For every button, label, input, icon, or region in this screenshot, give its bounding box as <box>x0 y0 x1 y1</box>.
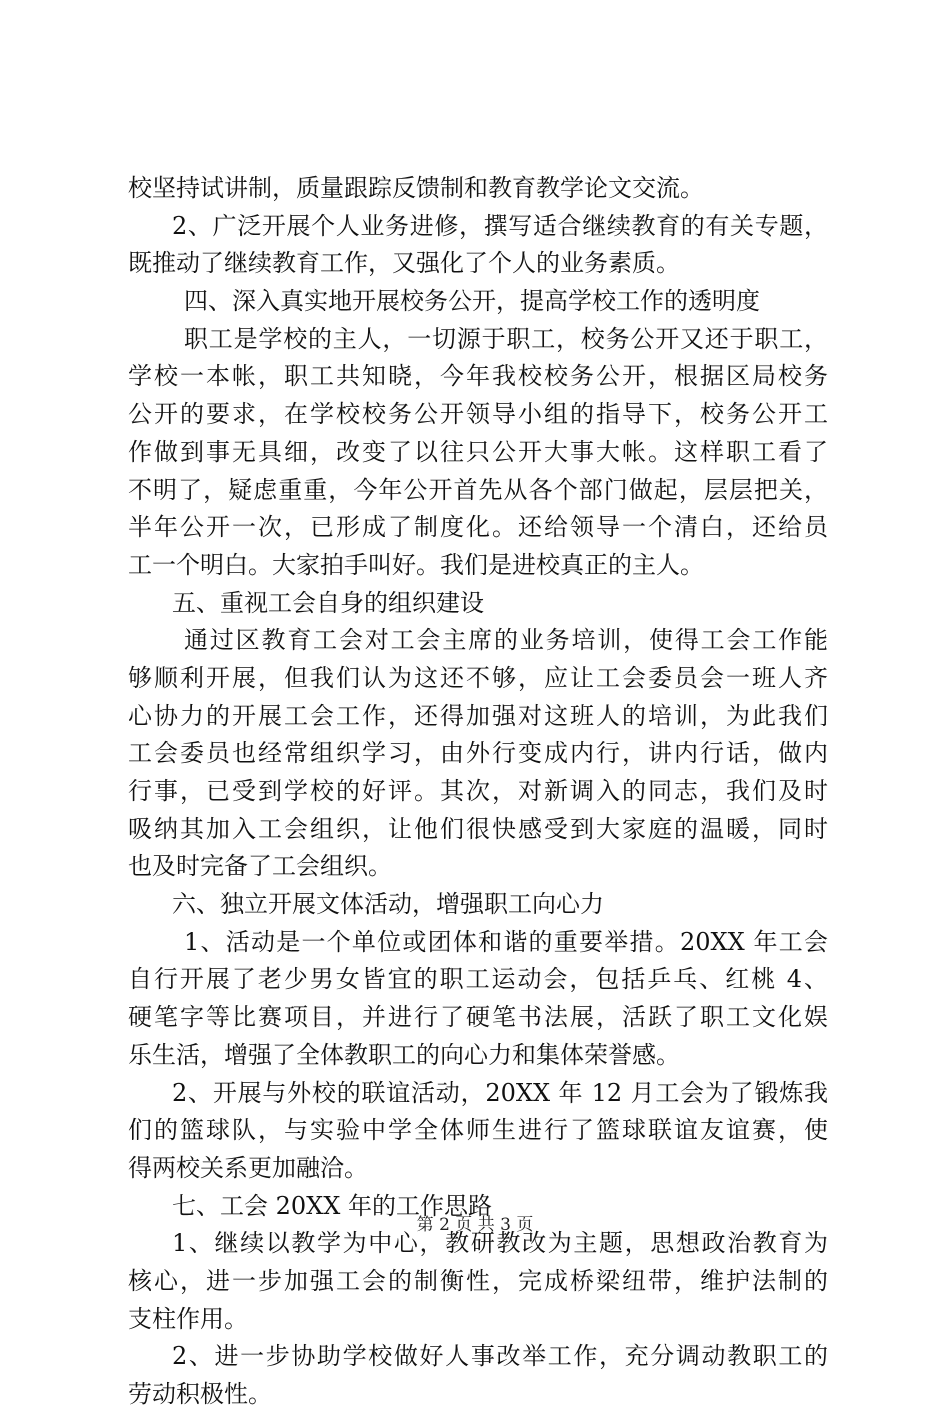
page-number-footer: 第 2 页 共 3 页 <box>416 1215 534 1235</box>
text-line: 2、开展与外校的联谊活动，20XX 年 12 月工会为了锻炼我 <box>172 1078 828 1107</box>
text-line: 乐生活，增强了全体教职工的向心力和集体荣誉感。 <box>128 1040 680 1069</box>
text-line: 1、活动是一个单位或团体和谐的重要举措。20XX 年工会 <box>184 927 828 956</box>
text-line: 学校一本帐，职工共知晓，今年我校校务公开，根据区局校务 <box>128 362 828 391</box>
text-line: 支柱作用。 <box>128 1304 248 1333</box>
text-line: 也及时完备了工会组织。 <box>128 852 392 881</box>
text-line: 工一个明白。大家拍手叫好。我们是进校真正的主人。 <box>128 550 704 579</box>
text-line: 公开的要求，在学校校务公开领导小组的指导下，校务公开工 <box>128 400 828 429</box>
text-line: 们的篮球队，与实验中学全体师生进行了篮球联谊友谊赛，使 <box>128 1116 828 1145</box>
text-line: 硬笔字等比赛项目，并进行了硬笔书法展，活跃了职工文化娱 <box>128 1003 828 1032</box>
section-heading: 七、工会 20XX 年的工作思路 <box>172 1191 492 1220</box>
text-line: 半年公开一次，已形成了制度化。还给领导一个清白，还给员 <box>128 513 828 542</box>
text-line: 工会委员也经常组织学习，由外行变成内行，讲内行话，做内 <box>128 739 828 768</box>
section-heading: 五、重视工会自身的组织建设 <box>172 588 484 617</box>
text-line: 劳动积极性。 <box>128 1380 272 1408</box>
text-line: 2、进一步协助学校做好人事改举工作，充分调动教职工的 <box>172 1342 828 1371</box>
section-heading: 四、深入真实地开展校务公开，提高学校工作的透明度 <box>184 287 760 316</box>
text-line: 够顺利开展，但我们认为这还不够，应让工会委员会一班人齐 <box>128 663 828 692</box>
text-line: 通过区教育工会对工会主席的业务培训，使得工会工作能 <box>184 626 828 655</box>
text-line: 核心，进一步加强工会的制衡性，完成桥梁纽带，维护法制的 <box>128 1266 828 1295</box>
text-line: 心协力的开展工会工作，还得加强对这班人的培训，为此我们 <box>128 701 828 730</box>
section-heading: 六、独立开展文体活动，增强职工向心力 <box>172 890 604 919</box>
text-line: 校坚持试讲制，质量跟踪反馈制和教育教学论文交流。 <box>128 174 704 202</box>
text-line: 自行开展了老少男女皆宜的职工运动会，包括乒乓、红桃 4、 <box>128 965 828 994</box>
text-line: 不明了，疑虑重重，今年公开首先从各个部门做起，层层把关， <box>128 475 828 504</box>
text-line: 1、继续以教学为中心，教研教改为主题，思想政治教育为 <box>172 1229 828 1258</box>
text-line: 既推动了继续教育工作，又强化了个人的业务素质。 <box>128 249 680 278</box>
text-line: 得两校关系更加融洽。 <box>128 1153 368 1182</box>
text-line: 作做到事无具细，改变了以往只公开大事大帐。这样职工看了 <box>128 437 828 466</box>
text-line: 吸纳其加入工会组织，让他们很快感受到大家庭的温暖，同时 <box>128 814 828 843</box>
text-line: 2、广泛开展个人业务进修，撰写适合继续教育的有关专题， <box>172 211 828 240</box>
text-line: 职工是学校的主人，一切源于职工，校务公开又还于职工， <box>184 324 828 353</box>
text-line: 行事，已受到学校的好评。其次，对新调入的同志，我们及时 <box>128 777 828 805</box>
